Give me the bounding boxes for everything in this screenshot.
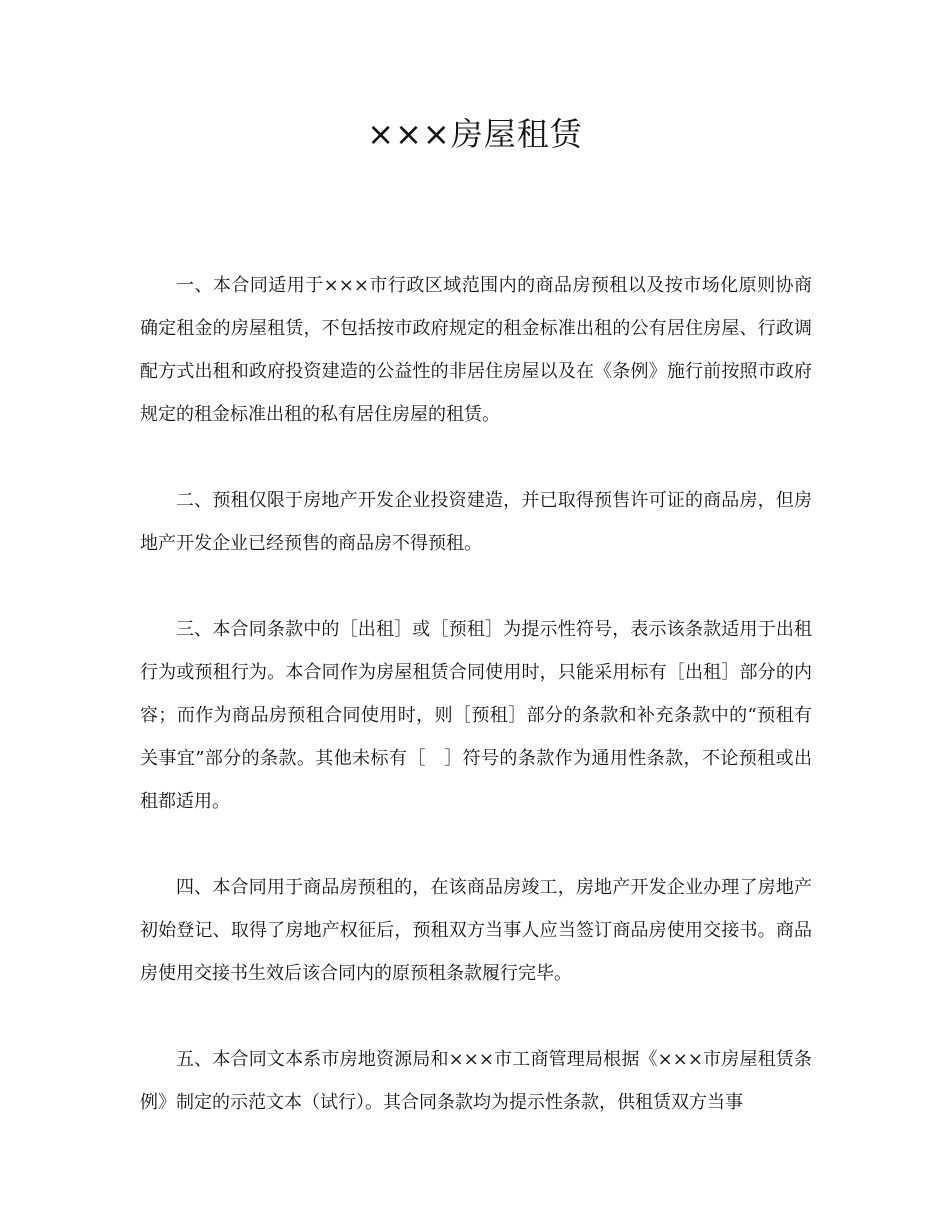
paragraph-2: 二、预租仅限于房地产开发企业投资建造，并已取得预售许可证的商品房，但房地产开发企业已经预售的商品房不得预租。: [140, 490, 812, 554]
paragraph-5: 五、本合同文本系市房地资源局和×××市工商管理局根据《×××市房屋租赁条例》制定的示范文本（试行）。其合同条款均为提示性条款，供租赁双方当事: [140, 1049, 812, 1113]
paragraph-3: 三、本合同条款中的［出租］或［预租］为提示性符号，表示该条款适用于出租行为或预租行为。本合同作为房屋租赁合同使用时，只能采用标有［出租］部分的内容；而作为商品房预租合同使用时，则［预租］部分的条款和补充条款中的“预租有关事宜”部分的条款。其他未标有［ ］符号的条款作为通用性条款，不论预租或出租都适用。: [140, 619, 812, 812]
paragraph-4: 四、本合同用于商品房预租的，在该商品房竣工，房地产开发企业办理了房地产初始登记、取得了房地产权征后，预租双方当事人应当签订商品房使用交接书。商品房使用交接书生效后该合同内的原预租条款履行完毕。: [140, 877, 812, 984]
document-title: ×××房屋租赁: [367, 115, 583, 153]
document-body: [140, 264, 812, 1167]
paragraph-1: 一、本合同适用于×××市行政区域范围内的商品房预租以及按市场化原则协商确定租金的房屋租赁，不包括按市政府规定的租金标准出租的公有居住房屋、行政调配方式出租和政府投资建造的公益性的非居住房屋以及在《条例》施行前按照市政府规定的租金标准出租的私有居住房屋的租赁。: [140, 275, 812, 425]
